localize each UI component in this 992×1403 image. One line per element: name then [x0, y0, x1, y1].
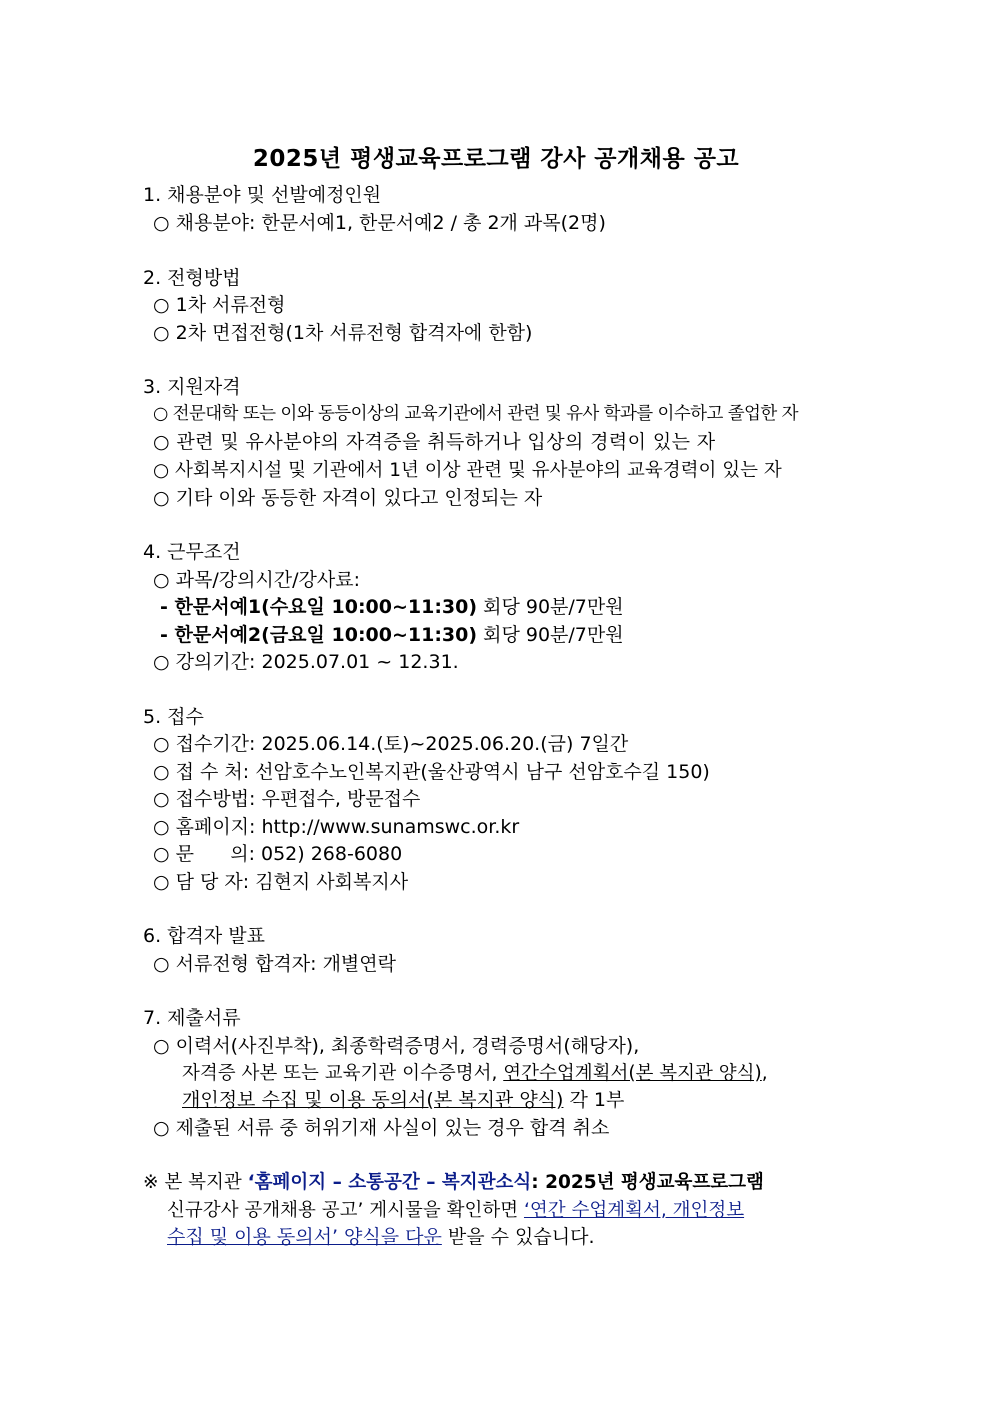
section-5-item-1: ○ 접수기간: 2025.06.14.(토)~2025.06.20.(금) 7일간 — [153, 733, 629, 755]
notice-title: : 2025년 평생교육프로그램 — [531, 1172, 764, 1193]
section-7-item-1-line-2 — [182, 1060, 768, 1087]
docs-text: 자격증 사본 또는 교육기관 이수증명서, — [182, 1063, 504, 1084]
privacy-consent-form: 개인정보 수집 및 이용 동의서(본 복지관 양식) — [182, 1089, 564, 1111]
sub-1-fee: 회당 90분/7만원 — [477, 596, 624, 618]
section-3-heading: 3. 지원자격 — [143, 376, 241, 398]
homepage-path: ‘홈페이지 – 소통공간 – 복지관소식 — [247, 1172, 532, 1193]
section-2-heading: 2. 전형방법 — [143, 267, 241, 289]
section-4-item-2: ○ 강의기간: 2025.07.01 ~ 12.31. — [153, 651, 459, 673]
note-prefix: ※ 본 복지관 — [143, 1172, 248, 1193]
section-2-item-1: ○ 1차 서류전형 — [153, 294, 286, 316]
note-suffix: 받을 수 있습니다. — [441, 1226, 595, 1248]
note-line-3 — [167, 1224, 594, 1251]
section-3-item-4: ○ 기타 이와 동등한 자격이 있다고 인정되는 자 — [153, 487, 543, 509]
page-title: 2025년 평생교육프로그램 강사 공개채용 공고 — [252, 146, 740, 172]
section-4-sub-1 — [160, 594, 624, 621]
sub-2-fee: 회당 90분/7만원 — [477, 624, 624, 646]
section-2-item-2: ○ 2차 면접전형(1차 서류전형 합격자에 한함) — [153, 322, 533, 344]
sub-1-course: - 한문서예1(수요일 10:00~11:30) — [160, 596, 478, 618]
note-line-1 — [143, 1169, 764, 1196]
each-one-copy: 각 1부 — [563, 1089, 625, 1111]
section-1-heading: 1. 채용분야 및 선발예정인원 — [143, 184, 382, 206]
section-5-item-4: ○ 홈페이지: http://www.sunamswc.or.kr — [153, 816, 520, 838]
section-3-item-1: ○ 전문대학 또는 이와 동등이상의 교육기관에서 관련 및 유사 학과를 이수하고 졸업한 자 — [153, 404, 798, 424]
section-4-item-1: ○ 과목/강의시간/강사료: — [153, 569, 361, 591]
section-5-heading: 5. 접수 — [143, 706, 204, 728]
section-3-item-3: ○ 사회복지시설 및 기관에서 1년 이상 관련 및 유사분야의 교육경력이 있는 자 — [153, 460, 782, 481]
section-7-item-1-line-3 — [182, 1087, 624, 1114]
section-5-item-3: ○ 접수방법: 우편접수, 방문접수 — [153, 788, 421, 810]
section-3-item-2: ○ 관련 및 유사분야의 자격증을 취득하거나 입상의 경력이 있는 자 — [153, 431, 716, 453]
section-5-item-2: ○ 접 수 처: 선암호수노인복지관(울산광역시 남구 선암호수길 150) — [153, 761, 710, 783]
section-5-item-6: ○ 담 당 자: 김현지 사회복지사 — [153, 871, 409, 893]
sub-2-course: - 한문서예2(금요일 10:00~11:30) — [160, 624, 478, 646]
download-forms-link-2[interactable]: 수집 및 이용 동의서’ 양식을 다운 — [167, 1226, 442, 1248]
download-forms-link-1[interactable]: ‘연간 수업계획서, 개인정보 — [523, 1200, 745, 1221]
section-1-item-1: ○ 채용분야: 한문서예1, 한문서예2 / 총 2개 과목(2명) — [153, 212, 606, 234]
note-text: 신규강사 공개채용 공고’ 게시물을 확인하면 — [167, 1200, 524, 1221]
section-5-item-5: ○ 문 의: 052) 268-6080 — [153, 843, 403, 865]
section-7-item-2: ○ 제출된 서류 중 허위기재 사실이 있는 경우 합격 취소 — [153, 1117, 610, 1139]
note-line-2 — [167, 1197, 744, 1224]
comma: , — [761, 1063, 768, 1084]
section-4-heading: 4. 근무조건 — [143, 541, 241, 563]
section-4-sub-2 — [160, 622, 624, 649]
annual-plan-form: 연간수업계획서(본 복지관 양식) — [503, 1063, 762, 1084]
section-6-heading: 6. 합격자 발표 — [143, 925, 265, 947]
section-6-item-1: ○ 서류전형 합격자: 개별연락 — [153, 953, 396, 975]
section-7-item-1: ○ 이력서(사진부착), 최종학력증명서, 경력증명서(해당자), — [153, 1035, 640, 1057]
section-7-heading: 7. 제출서류 — [143, 1007, 241, 1029]
